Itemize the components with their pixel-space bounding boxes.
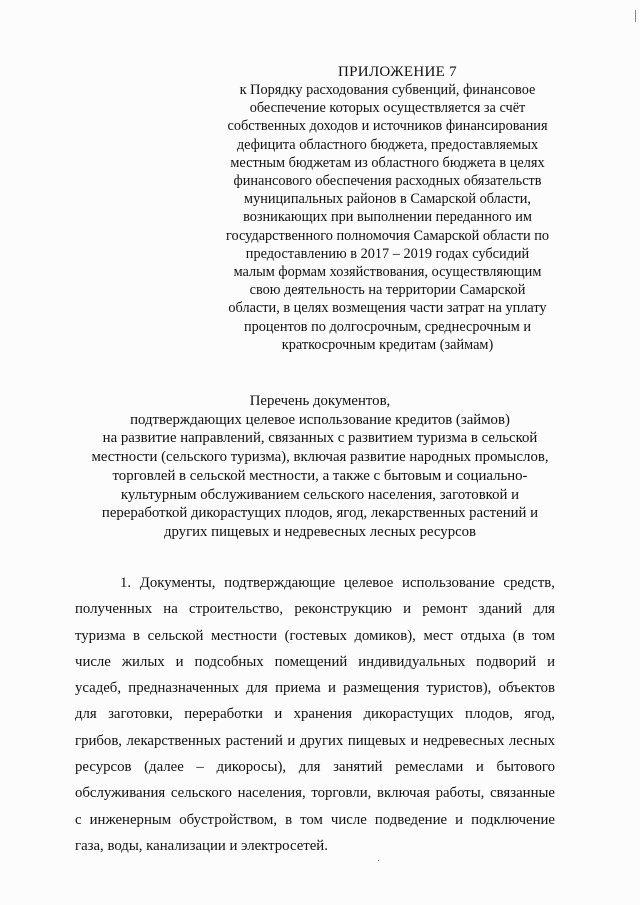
heading-text	[60, 392, 580, 542]
document-heading	[60, 392, 580, 542]
appendix-line: малым формам хозяйствования, осуществляющим	[233, 264, 542, 281]
body-line: полученных на строительство, реконструкцию и ремонт зданий для	[75, 601, 555, 618]
heading-line: подтверждающих целевое использование кредитов (займов)	[130, 411, 510, 428]
body-line: усадеб, предназначенных для приема и размещения туристов), объектов	[75, 680, 555, 697]
appendix-line: к Порядку расходования субвенций, финансовое	[239, 82, 536, 98]
document-body	[75, 570, 555, 859]
body-line: газа, воды, канализации и электросетей.	[75, 837, 328, 854]
paragraph-1	[75, 570, 555, 859]
heading-line: на развитие направлений, связанных с развитием туризма в сельской	[102, 430, 538, 447]
body-line: ресурсов (далее – дикоросы), для занятий ремеслами и бытового	[75, 759, 555, 776]
appendix-line: возникающих при выполнении переданного им	[243, 209, 532, 226]
appendix-line: процентов по долгосрочным, среднесрочным и	[243, 318, 532, 335]
appendix-line: государственного полномочия Самарской области по	[226, 227, 549, 244]
appendix-line: краткосрочным кредитам (займам)	[281, 336, 494, 353]
appendix-line: муниципальных районов в Самарской области,	[244, 191, 531, 208]
heading-line: местности (сельского туризма), включая развитие народных промыслов,	[91, 449, 549, 466]
heading-line: Перечень документов,	[249, 393, 391, 409]
appendix-line: дефицита областного бюджета, предоставляемых	[236, 136, 539, 153]
appendix-line: местным бюджетам из областного бюджета в целях	[230, 154, 545, 171]
appendix-line: собственных доходов и источников финансирования	[227, 118, 548, 135]
appendix-line: обеспечение которых осуществляется за счёт	[249, 100, 526, 117]
body-line: туризма в сельской местности (гостевых домиков), мест отдыха (в том	[75, 627, 555, 644]
body-line: с инженерным обустройством, в том числе подведение и подключение	[75, 811, 555, 828]
appendix-text	[200, 81, 575, 354]
appendix-line: финансового обеспечения расходных обязательств	[233, 173, 542, 190]
heading-line: торговлей в сельской местности, а также с бытовым и социально-	[112, 467, 528, 484]
heading-line: культурным обслуживанием сельского населения, заготовкой и	[120, 486, 520, 503]
appendix-title: ПРИЛОЖЕНИЕ 7	[338, 64, 457, 80]
scan-speck	[378, 860, 379, 861]
heading-line: переработкой дикорастущих плодов, ягод, лекарственных растений и	[101, 505, 539, 522]
appendix-line: области, в целях возмещения части затрат на уплату	[228, 300, 547, 317]
body-line: числе жилых и подсобных помещений индивидуальных подворий и	[75, 653, 555, 670]
body-line: 1. Документы, подтверждающие целевое использование средств,	[120, 575, 555, 591]
scan-artifact	[635, 10, 636, 22]
appendix-line: предоставлению в 2017 – 2019 годах субсидий	[245, 245, 530, 262]
appendix-header	[200, 63, 575, 354]
appendix-line: свою деятельность на территории Самарской	[249, 282, 526, 299]
body-line: грибов, лекарственных растений и других пищевых и недревесных лесных	[75, 732, 555, 749]
body-line: для заготовки, переработки и хранения дикорастущих плодов, ягод,	[75, 706, 555, 723]
body-line: обслуживания сельского населения, торговли, включая работы, связанные	[75, 785, 555, 802]
heading-line: других пищевых и недревесных лесных ресурсов	[163, 523, 477, 540]
